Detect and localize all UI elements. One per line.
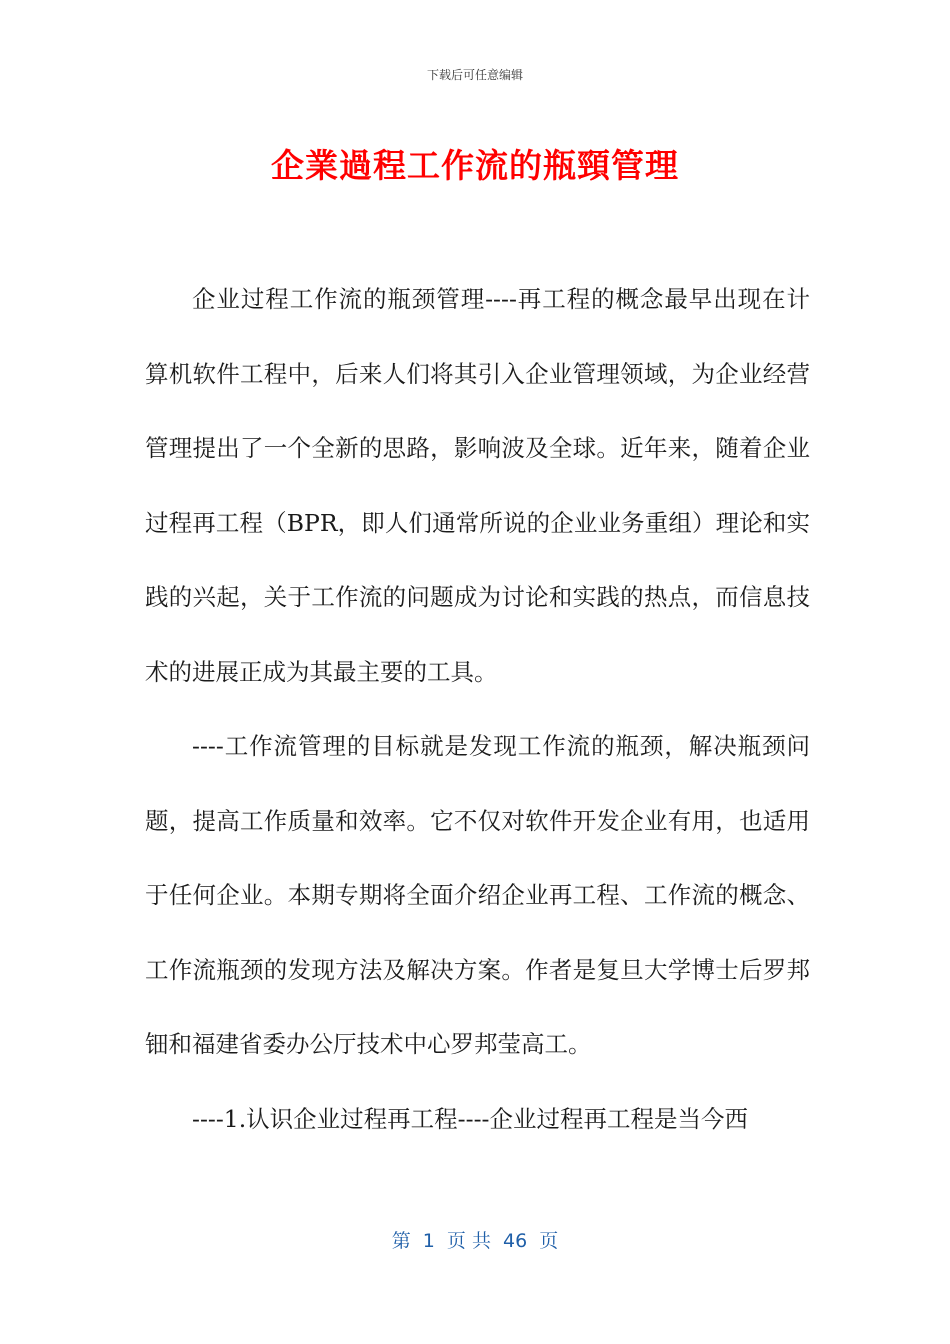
- page-header-note: 下载后可任意编辑: [426, 68, 523, 82]
- page-number-footer: 第 1 页 共 46 页: [391, 1230, 559, 1252]
- paragraph-3: ----1.认识企业过程再工程----企业过程再工程是当今西: [192, 1104, 748, 1133]
- document-body: [145, 262, 810, 1156]
- paragraph-1: 企业过程工作流的瓶颈管理----再工程的概念最早出现在计算机软件工程中，后来人们将其引入企业管理领域，为企业经营管理提出了一个全新的思路，影响波及全球。近年来，随着企业过程再工程（BPR，即人们通常所说的企业业务重组）理论和实践的兴起，关于工作流的问题成为讨论和实践的热点，而信息技术的进展正成为其最主要的工具。: [145, 285, 810, 686]
- paragraph-2: ----工作流管理的目标就是发现工作流的瓶颈，解决瓶颈问题，提高工作质量和效率。它不仅对软件开发企业有用，也适用于任何企业。本期专期将全面介绍企业再工程、工作流的概念、工作流瓶颈的发现方法及解决方案。作者是复旦大学博士后罗邦钿和福建省委办公厅技术中心罗邦莹高工。: [145, 732, 810, 1058]
- document-title: 企業過程工作流的瓶頸管理: [271, 146, 679, 185]
